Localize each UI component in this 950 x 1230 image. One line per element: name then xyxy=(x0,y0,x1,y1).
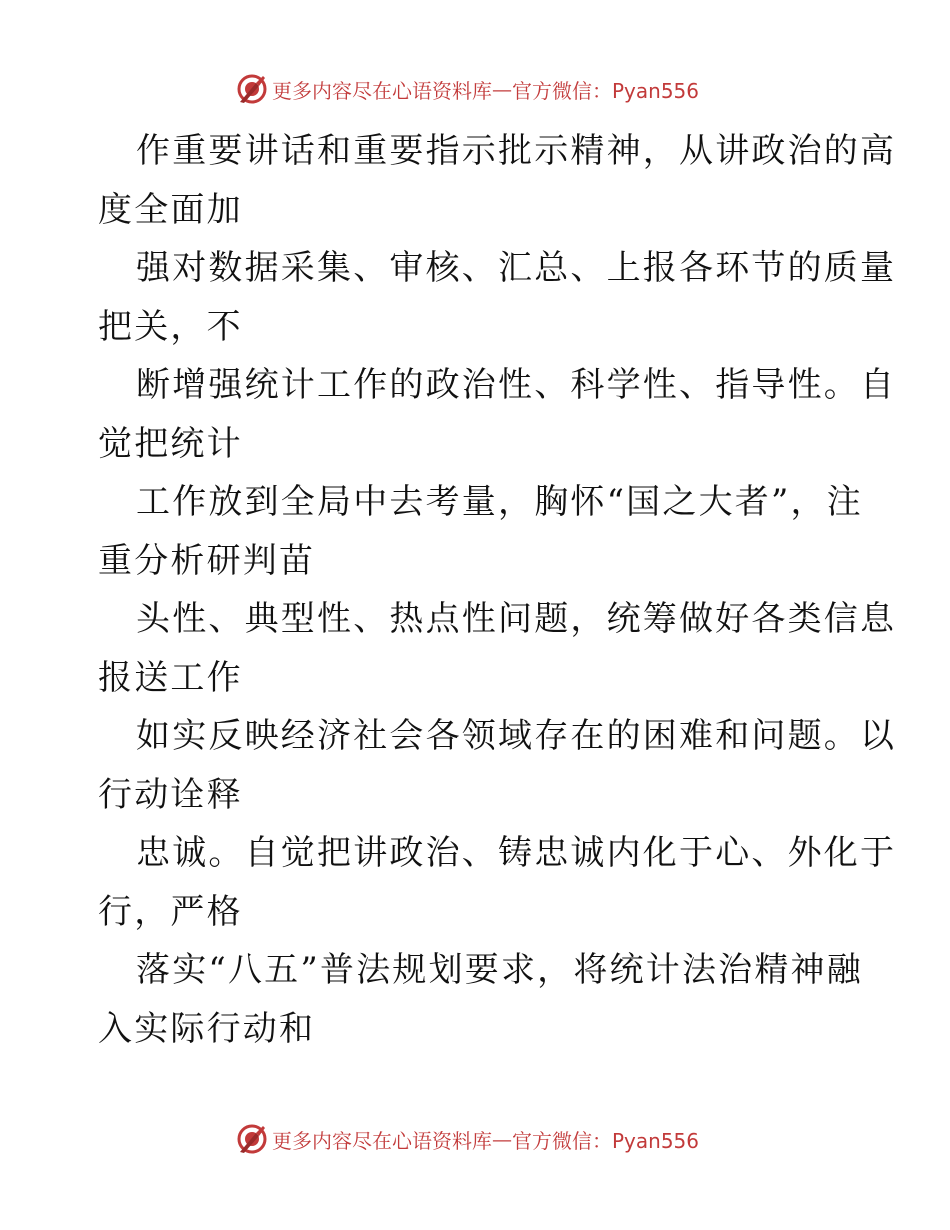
quill-logo-icon xyxy=(236,1123,268,1155)
body-line: 头性、典型性、热点性问题，统筹做好各类信息 xyxy=(136,599,897,639)
watermark-wechat-text: 官方微信：Pyan556 xyxy=(512,1128,700,1153)
body-line: 强对数据采集、审核、汇总、上报各环节的质量 xyxy=(136,248,897,288)
body-line: 重分析研判苗 xyxy=(98,540,316,581)
watermark-separator: — xyxy=(492,1127,512,1151)
body-line: 行，严格 xyxy=(98,891,243,932)
quill-logo-icon xyxy=(236,73,268,105)
body-line: 作重要讲话和重要指示批示精神，从讲政治的高 xyxy=(136,131,897,171)
footer-watermark xyxy=(236,1122,699,1156)
body-line: 报送工作 xyxy=(98,657,243,698)
body-line: 把关，不 xyxy=(98,306,243,347)
body-line: 忠诚。自觉把讲政治、铸忠诚内化于心、外化于 xyxy=(136,833,897,873)
body-line: 觉把统计 xyxy=(98,423,243,464)
body-line: 如实反映经济社会各领域存在的困难和问题。以 xyxy=(136,716,897,756)
body-line: 度全面加 xyxy=(98,189,243,230)
body-line: 行动诠释 xyxy=(98,774,243,815)
body-line: 断增强统计工作的政治性、科学性、指导性。自 xyxy=(136,365,897,405)
watermark-site-text: 更多内容尽在心语资料库 xyxy=(272,1128,492,1153)
watermark-wechat-text: 官方微信：Pyan556 xyxy=(512,78,700,103)
body-line: 工作放到全局中去考量，胸怀“国之大者”，注 xyxy=(136,482,863,522)
header-watermark xyxy=(236,72,699,106)
body-line: 落实“八五”普法规划要求，将统计法治精神融 xyxy=(136,950,863,990)
body-line: 入实际行动和 xyxy=(98,1008,316,1049)
watermark-separator: — xyxy=(492,77,512,101)
watermark-site-text: 更多内容尽在心语资料库 xyxy=(272,78,492,103)
document-body xyxy=(98,122,897,1058)
